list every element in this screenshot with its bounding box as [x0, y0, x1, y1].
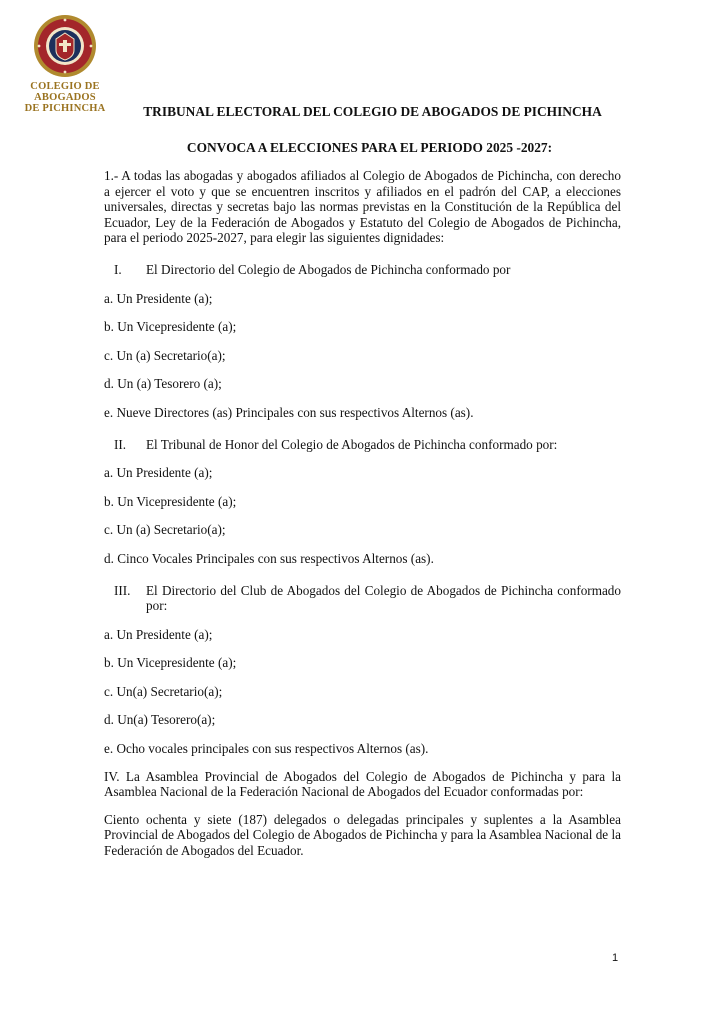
section-heading-text: El Tribunal de Honor del Colegio de Abogados de Pichincha conformado por:	[146, 436, 558, 452]
logo-line-2: DE PICHINCHA	[24, 103, 106, 114]
page-number: 1	[612, 952, 619, 964]
list-item: d. Un(a) Tesorero(a);	[104, 712, 216, 728]
closing-paragraph: Ciento ochenta y siete (187) delegados o delegadas principales y suplentes a la Asamblea Provincial de Abogados del Colegio de Abogados de Pichincha y para la Asamblea Nacional de la Federación de Abogados del Ecuador.	[104, 811, 621, 859]
list-item: b. Un Vicepresidente (a);	[104, 655, 237, 671]
section-numeral: I.	[114, 261, 122, 277]
college-logo	[10, 14, 120, 114]
document-title: TRIBUNAL ELECTORAL DEL COLEGIO DE ABOGADOS DE PICHINCHA	[143, 104, 602, 119]
section-heading-text: El Directorio del Colegio de Abogados de Pichincha conformado por	[146, 261, 511, 277]
list-item: b. Un Vicepresidente (a);	[104, 319, 237, 335]
list-item: b. Un Vicepresidente (a);	[104, 493, 237, 509]
section-4-paragraph: IV. La Asamblea Provincial de Abogados del Colegio de Abogados de Pichincha y para la Asamblea Nacional de la Federación Nacional de Abogados del Ecuador conformadas por:	[104, 768, 621, 800]
intro-paragraph: 1.- A todas las abogadas y abogados afiliados al Colegio de Abogados de Pichincha, con derecho a ejercer el voto y que se encuentren inscritos y afiliados en el padrón del CAP, a elecciones universales, directas y secretas bajo las normas previstas en la Constitución de la República del Ecuador, Ley de la Federación de Abogados y Estatuto del Colegio de Abogados de Pichincha, para el periodo 2025-2027, para elegir las siguientes dignidades:	[104, 168, 621, 246]
list-item: a. Un Presidente (a);	[104, 290, 213, 306]
section-heading-text: El Directorio del Club de Abogados del Colegio de Abogados de Pichincha conformado por:	[146, 582, 621, 614]
section-heading-1	[104, 262, 621, 278]
section-numeral: III.	[114, 582, 131, 598]
list-item: a. Un Presidente (a);	[104, 465, 213, 481]
list-item: c. Un (a) Secretario(a);	[104, 347, 226, 363]
list-item: a. Un Presidente (a);	[104, 626, 213, 642]
list-item: e. Nueve Directores (as) Principales con sus respectivos Alternos (as).	[104, 404, 474, 420]
section-numeral: II.	[114, 436, 127, 452]
college-seal-icon	[33, 14, 97, 78]
document-subtitle: CONVOCA A ELECCIONES PARA EL PERIODO 2025 -2027:	[186, 140, 553, 155]
list-item: e. Ocho vocales principales con sus respectivos Alternos (as).	[104, 741, 429, 757]
list-item: c. Un (a) Secretario(a);	[104, 522, 226, 538]
list-item: c. Un(a) Secretario(a);	[104, 683, 223, 699]
logo-line-1: COLEGIO DE ABOGADOS	[30, 81, 100, 103]
document-body	[104, 104, 621, 859]
list-item: d. Cinco Vocales Principales con sus respectivos Alternos (as).	[104, 550, 434, 566]
section-heading-3	[104, 583, 621, 614]
section-heading-2	[104, 437, 621, 453]
list-item: d. Un (a) Tesorero (a);	[104, 376, 222, 392]
